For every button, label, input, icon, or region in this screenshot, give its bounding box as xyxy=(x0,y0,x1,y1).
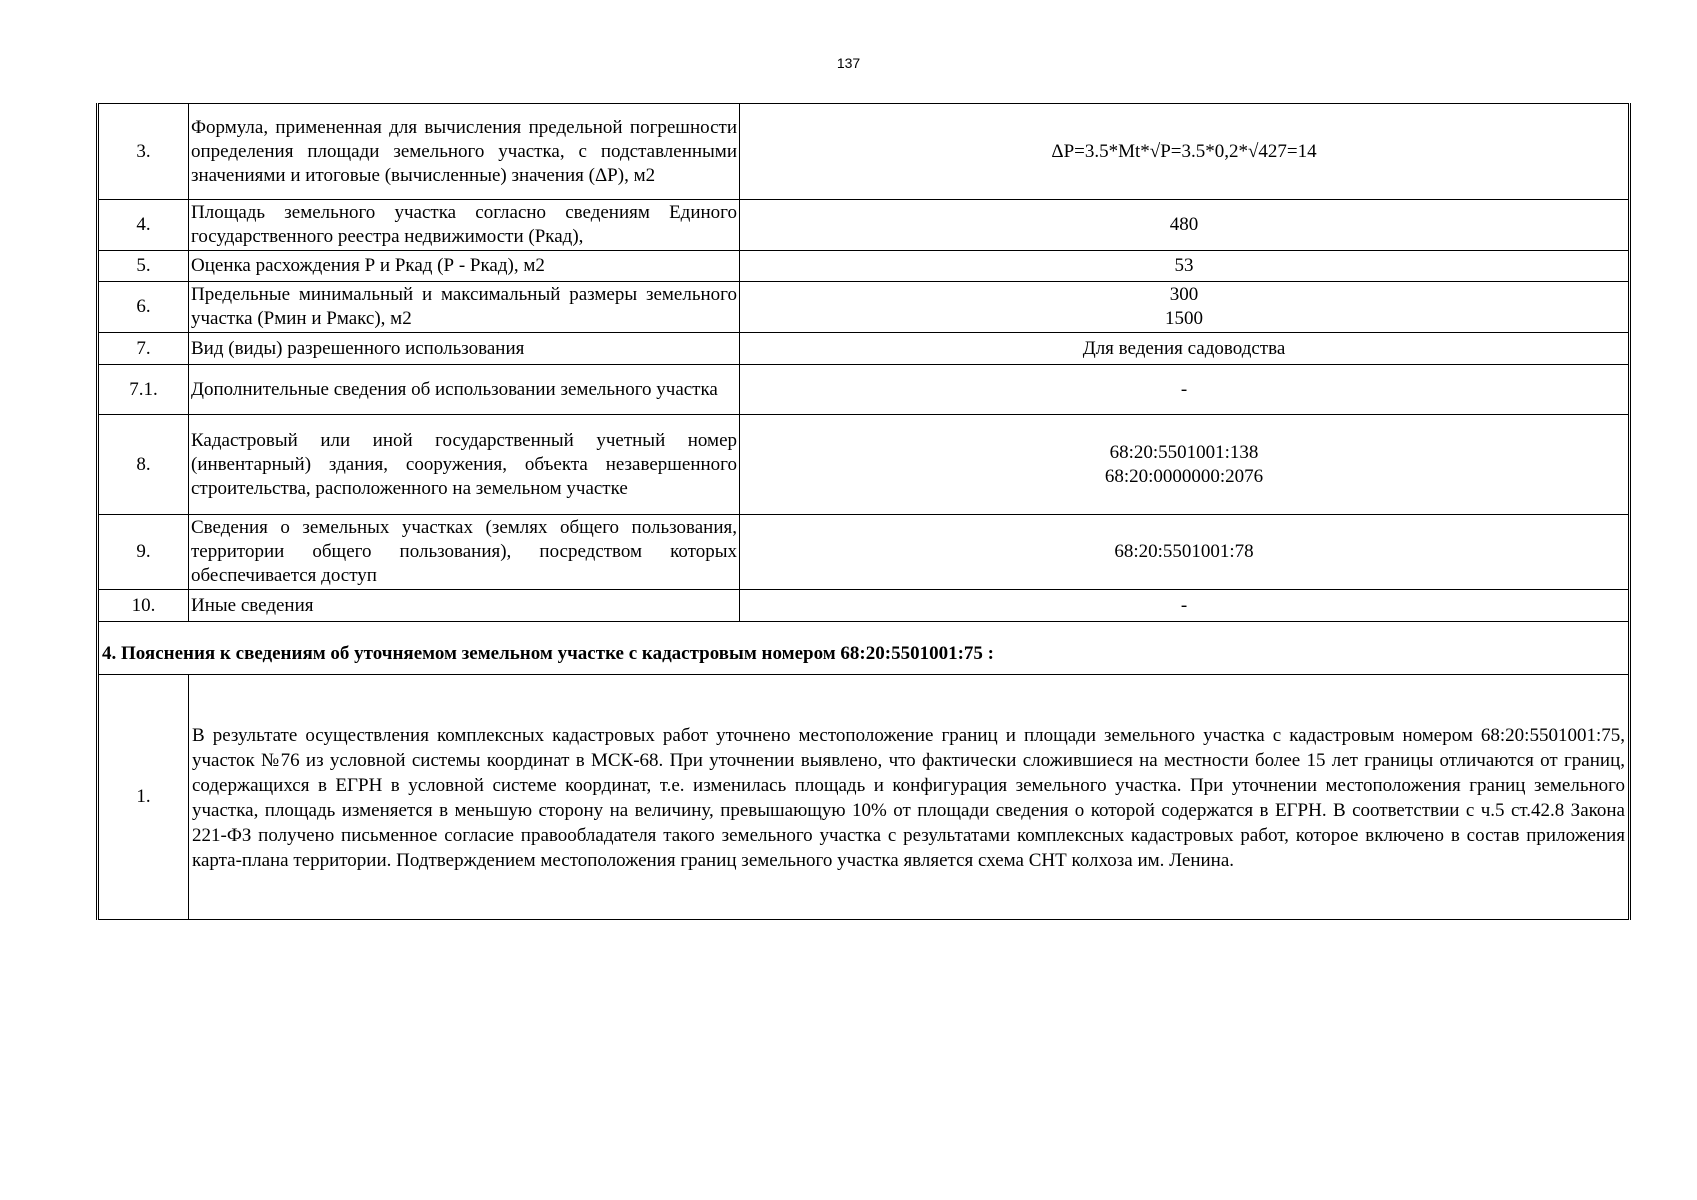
row-label: Дополнительные сведения об использовании земельного участка xyxy=(189,365,740,415)
value-line: 68:20:5501001:138 xyxy=(1109,441,1259,463)
section-4-title: 4. Пояснения к сведениям об уточняемом земельном участке с кадастровым номером 68:20:5501001:75 : xyxy=(98,622,1630,675)
value-line: 68:20:5501001:78 xyxy=(1114,541,1254,562)
table-row-4 xyxy=(98,200,1630,251)
row-value xyxy=(740,515,1630,590)
table-row-8 xyxy=(98,415,1630,515)
row-label: Сведения о земельных участках (землях общего пользования, территории общего пользования), посредством которых обеспечивается доступ xyxy=(189,515,740,590)
row-number: 6. xyxy=(98,282,189,333)
row-number: 7. xyxy=(98,333,189,365)
row-label: Иные сведения xyxy=(189,590,740,622)
value-line: 1500 xyxy=(1165,308,1203,329)
explanation-text: В результате осуществления комплексных кадастровых работ уточнено местоположение границ и площади земельного участка с кадастровым номером 68:20:5501001:75, участок №76 из условной системы координат в МСК-68. При уточнении выявлено, что фактически сложившиеся на местности более 15 лет границы отличаются от границ, содержащихся в ЕГРН в условной системе координат, т.е. изменилась площадь и конфигурация земельного участка. При уточнении местоположения границ земельного участка, площадь изменяется в меньшую сторону на величину, превышающую 10% от площади сведения о которой содержатся в ЕГРН. В соответствии с ч.5 ст.42.8 Закона 221-ФЗ получено письменное согласие правообладателя такого земельного участка с результатами комплексных кадастровых работ, которое включено в состав приложения карта-плана территории. Подтверждением местоположения границ земельного участка является схема СНТ колхоза им. Ленина. xyxy=(189,675,1630,920)
row-label: Площадь земельного участка согласно сведениям Единого государственного реестра недвижимости (Ркад), xyxy=(189,200,740,251)
table-row-7-1 xyxy=(98,365,1630,415)
row-value xyxy=(740,415,1630,515)
table-row-9 xyxy=(98,515,1630,590)
row-number: 3. xyxy=(98,104,189,200)
row-label: Оценка расхождения Р и Ркад (Р - Ркад), м2 xyxy=(189,251,740,282)
row-value xyxy=(740,251,1630,282)
row-number: 1. xyxy=(98,675,189,920)
row-value xyxy=(740,590,1630,622)
value-line: 53 xyxy=(1174,255,1194,276)
table-row-7 xyxy=(98,333,1630,365)
value-line: ΔР=3.5*Mt*√Р=3.5*0,2*√427=14 xyxy=(1051,140,1317,162)
value-line: Для ведения садоводства xyxy=(1082,337,1286,359)
row-number: 4. xyxy=(98,200,189,251)
row-label: Предельные минимальный и максимальный размеры земельного участка (Рмин и Рмакс), м2 xyxy=(189,282,740,333)
row-number: 8. xyxy=(98,415,189,515)
row-number: 5. xyxy=(98,251,189,282)
value-line: - xyxy=(1180,594,1188,616)
row-value xyxy=(740,200,1630,251)
table-row-6 xyxy=(98,282,1630,333)
value-line: 68:20:0000000:2076 xyxy=(1104,465,1264,487)
section-4-header-row xyxy=(98,622,1630,675)
row-label: Кадастровый или иной государственный учетный номер (инвентарный) здания, сооружения, объекта незавершенного строительства, расположенного на земельном участке xyxy=(189,415,740,515)
row-value xyxy=(740,282,1630,333)
row-label: Вид (виды) разрешенного использования xyxy=(189,333,740,365)
row-number: 7.1. xyxy=(98,365,189,415)
value-line: 480 xyxy=(1169,214,1199,235)
table-row-5 xyxy=(98,251,1630,282)
row-number: 9. xyxy=(98,515,189,590)
table-row-10 xyxy=(98,590,1630,622)
value-line: 300 xyxy=(1169,284,1199,305)
table-row-3 xyxy=(98,104,1630,200)
row-number: 10. xyxy=(98,590,189,622)
page-number: 137 xyxy=(836,55,861,71)
row-label: Формула, примененная для вычисления предельной погрешности определения площади земельного участка, с подставленными значениями и итоговые (вычисленные) значения (ΔР), м2 xyxy=(189,104,740,200)
row-value xyxy=(740,333,1630,365)
row-value xyxy=(740,365,1630,415)
row-value xyxy=(740,104,1630,200)
value-line: - xyxy=(1180,378,1188,400)
section-4-item-row xyxy=(98,675,1630,920)
cadastral-info-table xyxy=(96,103,1631,920)
